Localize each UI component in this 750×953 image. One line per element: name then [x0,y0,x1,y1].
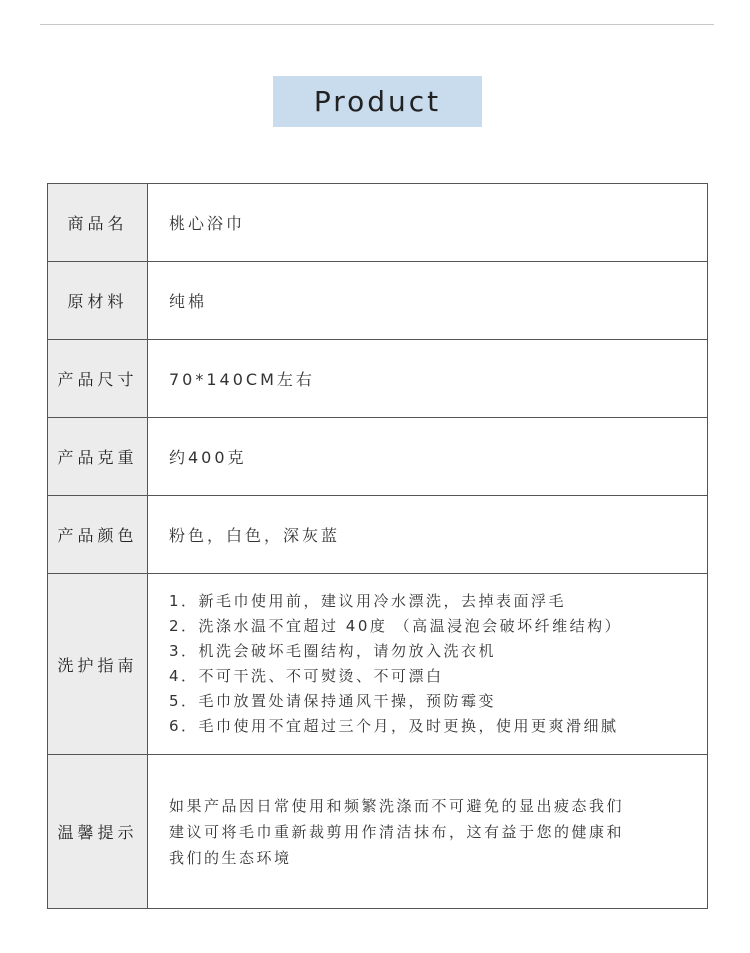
title-banner [273,76,482,127]
wash-guide-list [148,574,708,755]
wash-guide-item: 1．新毛巾使用前，建议用冷水漂洗，去掉表面浮毛 [169,592,567,610]
page-title: Product [313,85,442,118]
spec-row-color [48,496,708,574]
tip-line: 建议可将毛巾重新裁剪用作清洁抹布，这有益于您的健康和 [169,822,625,841]
spec-value: 70*140CM左右 [148,340,708,418]
spec-row-weight [48,418,708,496]
spec-label: 原材料 [48,262,148,340]
spec-row-size [48,340,708,418]
spec-value: 桃心浴巾 [148,184,708,262]
spec-label: 商品名 [48,184,148,262]
product-spec-table [47,183,708,909]
spec-row-tips [48,755,708,909]
tips-text [148,755,708,909]
spec-row-material [48,262,708,340]
top-divider [40,24,714,25]
spec-label: 温馨提示 [48,755,148,909]
tip-line: 我们的生态环境 [169,848,292,867]
spec-row-name [48,184,708,262]
wash-guide-item: 5．毛巾放置处请保持通风干操，预防霉变 [169,692,497,710]
wash-guide-item: 6．毛巾使用不宜超过三个月，及时更换，使用更爽滑细腻 [169,717,619,735]
wash-guide-item: 2．洗涤水温不宜超过 40度 （高温浸泡会破坏纤维结构） [169,617,623,635]
wash-guide-item: 3．机洗会破坏毛圈结构，请勿放入洗衣机 [169,642,497,660]
tip-line: 如果产品因日常使用和频繁洗涤而不可避免的显出疲态我们 [169,796,625,815]
spec-label: 产品颜色 [48,496,148,574]
spec-label: 产品克重 [48,418,148,496]
spec-row-wash-guide [48,574,708,755]
spec-value: 约400克 [148,418,708,496]
wash-guide-item: 4．不可干洗、不可熨烫、不可漂白 [169,667,444,685]
spec-label: 产品尺寸 [48,340,148,418]
spec-value: 纯棉 [148,262,708,340]
spec-label: 洗护指南 [48,574,148,755]
spec-value: 粉色，白色，深灰蓝 [148,496,708,574]
